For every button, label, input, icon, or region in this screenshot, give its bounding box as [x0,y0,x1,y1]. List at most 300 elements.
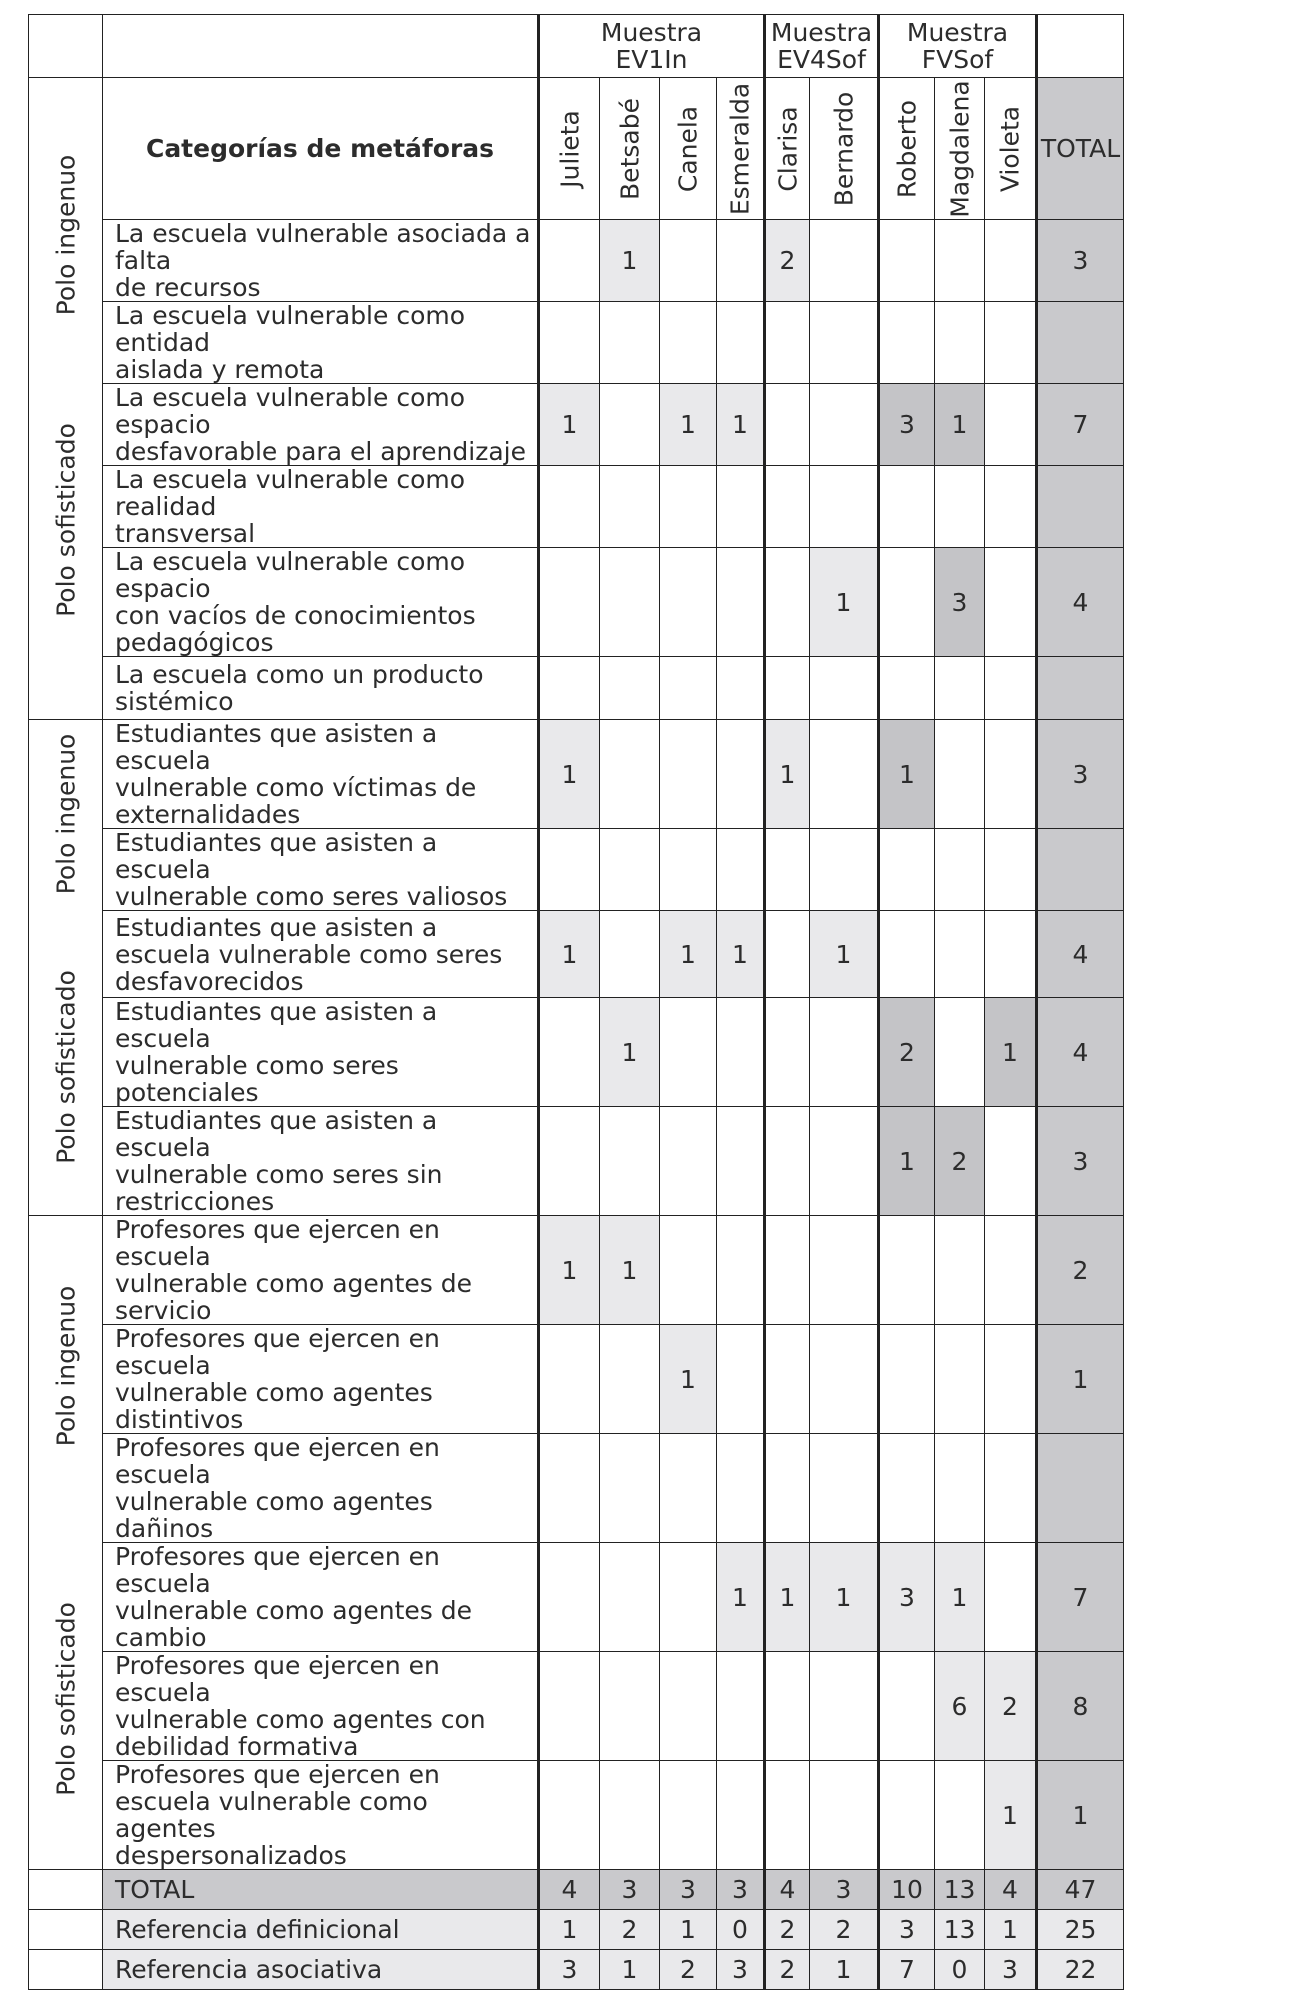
group-line2: EV1In [615,45,688,74]
summary-value: 1 [810,1950,879,1990]
summary-value: 2 [600,1910,660,1950]
value-cell [539,1325,600,1434]
category-line: desfavorable para el aprendizaje [115,437,526,466]
value-cell [660,1434,717,1543]
corner-cell [29,15,103,78]
summary-value: 13 [935,1910,985,1950]
value-cell [717,1325,765,1434]
value-cell [539,466,600,548]
value-cell: 1 [879,1107,935,1216]
pole-label-ingenuo: Polo ingenuo [51,154,80,316]
summary-total: 22 [1037,1950,1124,1990]
value-cell: 3 [879,384,935,466]
summary-blank [29,1950,103,1990]
value-cell: 1 [539,911,600,998]
value-cell [717,548,765,657]
value-cell [765,1761,810,1870]
summary-value: 4 [539,1870,600,1910]
summary-value: 1 [600,1950,660,1990]
value-cell [879,548,935,657]
row-total: 1 [1037,1325,1124,1434]
value-cell [539,1107,600,1216]
category-label [103,1325,539,1434]
summary-value: 1 [539,1910,600,1950]
value-cell [879,1652,935,1761]
summary-value: 2 [765,1910,810,1950]
summary-value: 3 [660,1870,717,1910]
value-cell [765,1652,810,1761]
summary-total: 25 [1037,1910,1124,1950]
category-line: Profesores que ejercen en escuela [115,1651,440,1707]
category-label [103,548,539,657]
total-header-label: TOTAL [1040,134,1121,163]
corner-cell-2 [103,15,539,78]
value-cell [765,657,810,720]
value-cell [810,1761,879,1870]
summary-value: 0 [935,1950,985,1990]
student-header [600,78,660,220]
summary-row-asociativa [29,1950,1124,1990]
value-cell [660,998,717,1107]
value-cell [539,220,600,302]
value-cell [660,466,717,548]
value-cell [935,1434,985,1543]
table-row [29,1543,1124,1652]
group-header-ev4sof [765,15,879,78]
value-cell [600,1761,660,1870]
category-label [103,1761,539,1870]
student-name: Esmeralda [725,82,755,215]
category-line: vulnerable como víctimas de [115,773,477,802]
row-total: 3 [1037,720,1124,829]
group-line2: EV4Sof [777,45,866,74]
row-total: 7 [1037,1543,1124,1652]
value-cell [935,220,985,302]
summary-value: 1 [660,1910,717,1950]
summary-blank [29,1870,103,1910]
row-total [1037,1434,1124,1543]
category-line: Profesores que ejercen en escuela [115,1542,440,1598]
group-header-fvsof [879,15,1037,78]
row-total [1037,657,1124,720]
value-cell [717,657,765,720]
value-cell [600,548,660,657]
value-cell [765,466,810,548]
value-cell [765,1325,810,1434]
summary-value: 10 [879,1870,935,1910]
value-cell [935,998,985,1107]
value-cell [879,1216,935,1325]
group-line1: Muestra [770,18,873,47]
value-cell [810,998,879,1107]
value-cell [810,220,879,302]
metaphor-table [28,14,1124,1990]
category-label [103,384,539,466]
value-cell [660,657,717,720]
value-cell [717,1107,765,1216]
value-cell [765,1107,810,1216]
value-cell [660,548,717,657]
category-label [103,657,539,720]
value-cell [810,1107,879,1216]
value-cell: 1 [765,1543,810,1652]
value-cell [765,302,810,384]
summary-value: 3 [879,1910,935,1950]
row-total: 4 [1037,911,1124,998]
value-cell [600,1652,660,1761]
table-row [29,1107,1124,1216]
value-cell: 1 [810,548,879,657]
category-line: La escuela vulnerable asociada a falta [115,219,531,275]
value-cell [879,302,935,384]
student-name: Roberto [892,99,922,198]
category-label [103,1543,539,1652]
value-cell [717,1652,765,1761]
student-header [935,78,985,220]
value-cell [717,1761,765,1870]
student-name: Julieta [555,109,584,188]
category-line: Estudiantes que asisten a escuela [115,828,438,884]
table-row [29,1216,1124,1325]
table-row [29,1325,1124,1434]
table-row [29,911,1124,998]
student-name: Magdalena [945,79,974,218]
category-line: despersonalizados [115,1841,347,1870]
category-line: aislada y remota [115,355,325,384]
value-cell [879,466,935,548]
value-cell [600,466,660,548]
category-line: de recursos [115,273,261,302]
value-cell [600,1434,660,1543]
value-cell [935,657,985,720]
value-cell [539,1434,600,1543]
value-cell [765,911,810,998]
value-cell: 1 [539,384,600,466]
value-cell [717,998,765,1107]
value-cell [765,829,810,911]
summary-value: 2 [765,1950,810,1990]
value-cell [660,1216,717,1325]
category-line: vulnerable como seres valiosos [115,882,508,911]
category-line: vulnerable como agentes de cambio [115,1596,473,1652]
row-total: 4 [1037,998,1124,1107]
value-cell [985,1543,1037,1652]
row-total: 3 [1037,1107,1124,1216]
value-cell [935,1325,985,1434]
value-cell [879,1761,935,1870]
table-row [29,998,1124,1107]
pole-column-section-2 [29,720,103,1216]
table-row [29,548,1124,657]
value-cell [539,1652,600,1761]
value-cell [935,1761,985,1870]
value-cell [810,1325,879,1434]
summary-label: Referencia definicional [103,1910,539,1950]
category-line: con vacíos de conocimientos [115,601,476,630]
total-header-blank [1037,15,1124,78]
student-header [765,78,810,220]
value-cell [600,720,660,829]
pole-label-sofisticado: Polo sofisticado [51,1602,80,1797]
category-line: Estudiantes que asisten a escuela [115,997,438,1053]
category-line: La escuela vulnerable como espacio [115,383,466,439]
category-line: restricciones [115,1187,275,1216]
category-line: vulnerable como agentes distintivos [115,1378,433,1434]
value-cell [600,829,660,911]
row-total: 4 [1037,548,1124,657]
group-line2: FVSof [921,45,994,74]
table-row [29,657,1124,720]
category-label [103,466,539,548]
value-cell [985,466,1037,548]
value-cell: 2 [765,220,810,302]
value-cell [985,720,1037,829]
category-label [103,1107,539,1216]
category-line: Profesores que ejercen en escuela [115,1433,440,1489]
value-cell [810,1652,879,1761]
value-cell [717,220,765,302]
category-label [103,220,539,302]
category-line: externalidades [115,800,301,829]
value-cell [717,1434,765,1543]
summary-value: 3 [810,1870,879,1910]
value-cell [985,548,1037,657]
table-row [29,1434,1124,1543]
table-row [29,829,1124,911]
row-total [1037,466,1124,548]
value-cell [600,1325,660,1434]
summary-value: 4 [985,1870,1037,1910]
category-line: Estudiantes que asisten a escuela [115,719,438,775]
summary-blank [29,1910,103,1950]
summary-total: 47 [1037,1870,1124,1910]
value-cell [985,1216,1037,1325]
value-cell [765,1434,810,1543]
value-cell [810,829,879,911]
value-cell: 1 [600,220,660,302]
category-line: vulnerable como seres potenciales [115,1051,399,1107]
category-line: Profesores que ejercen en escuela [115,1215,440,1271]
row-total [1037,829,1124,911]
category-line: La escuela vulnerable como realidad [115,465,466,521]
value-cell [539,657,600,720]
summary-value: 3 [717,1950,765,1990]
value-cell [660,1652,717,1761]
category-line: Profesores que ejercen en escuela [115,1324,440,1380]
value-cell [935,466,985,548]
student-header [717,78,765,220]
value-cell: 2 [985,1652,1037,1761]
pole-label-ingenuo: Polo ingenuo [51,733,80,895]
value-cell [879,220,935,302]
summary-row-total [29,1870,1124,1910]
value-cell [539,302,600,384]
value-cell [717,466,765,548]
category-label [103,720,539,829]
value-cell: 1 [660,911,717,998]
summary-value: 0 [717,1910,765,1950]
category-header: Categorías de metáforas [103,78,539,220]
value-cell [985,220,1037,302]
category-label [103,911,539,998]
summary-value: 2 [810,1910,879,1950]
value-cell [879,829,935,911]
table-row [29,302,1124,384]
category-line: debilidad formativa [115,1732,359,1761]
value-cell [539,1761,600,1870]
category-label [103,1216,539,1325]
value-cell [660,220,717,302]
table-row [29,466,1124,548]
category-line: vulnerable como agentes de servicio [115,1269,473,1325]
category-line: La escuela como un producto [115,660,484,689]
summary-label: Referencia asociativa [103,1950,539,1990]
value-cell: 3 [879,1543,935,1652]
category-label [103,1652,539,1761]
value-cell: 6 [935,1652,985,1761]
category-line: La escuela vulnerable como entidad [115,301,466,357]
pole-column-section-3 [29,1216,103,1870]
value-cell: 1 [717,1543,765,1652]
value-cell: 1 [600,1216,660,1325]
value-cell [539,1543,600,1652]
category-line: transversal [115,519,256,548]
value-cell [879,1325,935,1434]
summary-value: 13 [935,1870,985,1910]
value-cell [660,1107,717,1216]
pole-label-sofisticado: Polo sofisticado [51,423,80,618]
pole-label-sofisticado: Polo sofisticado [51,969,80,1164]
category-line: escuela vulnerable como agentes [115,1787,428,1843]
summary-value: 2 [660,1950,717,1990]
table-row [29,220,1124,302]
value-cell [717,1216,765,1325]
student-name: Betsabé [615,97,644,200]
value-cell [879,1434,935,1543]
category-line: Profesores que ejercen en [115,1760,440,1789]
value-cell: 1 [600,998,660,1107]
summary-value: 7 [879,1950,935,1990]
total-header [1037,78,1124,220]
value-cell [985,1325,1037,1434]
student-header [660,78,717,220]
value-cell [985,384,1037,466]
table-row [29,1652,1124,1761]
category-label [103,1434,539,1543]
value-cell [600,1543,660,1652]
row-total: 1 [1037,1761,1124,1870]
value-cell: 1 [810,1543,879,1652]
value-cell: 1 [539,720,600,829]
value-cell [539,829,600,911]
value-cell [810,302,879,384]
row-total: 7 [1037,384,1124,466]
value-cell: 1 [985,998,1037,1107]
value-cell: 3 [935,548,985,657]
value-cell [810,466,879,548]
value-cell: 1 [935,384,985,466]
pole-label-ingenuo: Polo ingenuo [51,1285,80,1447]
value-cell: 2 [935,1107,985,1216]
value-cell: 1 [879,720,935,829]
value-cell [600,911,660,998]
student-header-row [29,78,1124,220]
value-cell [879,657,935,720]
group-header-ev1in [539,15,765,78]
student-header [985,78,1037,220]
value-cell [600,1107,660,1216]
student-name: Clarisa [773,105,802,192]
group-header-row [29,15,1124,78]
category-line: sistémico [115,687,234,716]
value-cell [985,1434,1037,1543]
row-total: 8 [1037,1652,1124,1761]
value-cell: 1 [717,911,765,998]
category-line: vulnerable como seres sin [115,1160,443,1189]
value-cell [600,384,660,466]
value-cell [539,548,600,657]
category-label [103,302,539,384]
value-cell [810,384,879,466]
value-cell: 1 [717,384,765,466]
value-cell [985,657,1037,720]
student-name: Bernardo [829,91,858,206]
value-cell [985,1107,1037,1216]
category-line: La escuela vulnerable como espacio [115,547,466,603]
summary-value: 3 [717,1870,765,1910]
value-cell [935,911,985,998]
category-line: desfavorecidos [115,966,304,996]
category-line: escuela vulnerable como seres [115,939,503,969]
group-line1: Muestra [906,18,1009,47]
value-cell [660,1543,717,1652]
value-cell [765,548,810,657]
value-cell [600,302,660,384]
value-cell [810,657,879,720]
group-line1: Muestra [600,18,703,47]
value-cell: 1 [660,1325,717,1434]
value-cell [935,829,985,911]
student-name: Canela [673,105,703,192]
value-cell [765,384,810,466]
value-cell: 1 [539,1216,600,1325]
value-cell [985,302,1037,384]
category-line: Estudiantes que asisten a escuela [115,1106,438,1162]
summary-value: 3 [600,1870,660,1910]
value-cell [935,1216,985,1325]
value-cell [717,829,765,911]
value-cell [717,720,765,829]
student-header [879,78,935,220]
value-cell [935,720,985,829]
summary-value: 3 [985,1950,1037,1990]
value-cell [765,1216,810,1325]
summary-label: TOTAL [103,1870,539,1910]
summary-value: 1 [985,1910,1037,1950]
table-row [29,720,1124,829]
student-header [539,78,600,220]
value-cell [600,657,660,720]
category-line: pedagógicos [115,628,274,657]
value-cell [810,720,879,829]
value-cell [810,1216,879,1325]
student-name: Violeta [995,105,1025,192]
value-cell [935,302,985,384]
value-cell [660,720,717,829]
row-total: 3 [1037,220,1124,302]
summary-value: 4 [765,1870,810,1910]
pole-column-section-1 [29,78,103,720]
